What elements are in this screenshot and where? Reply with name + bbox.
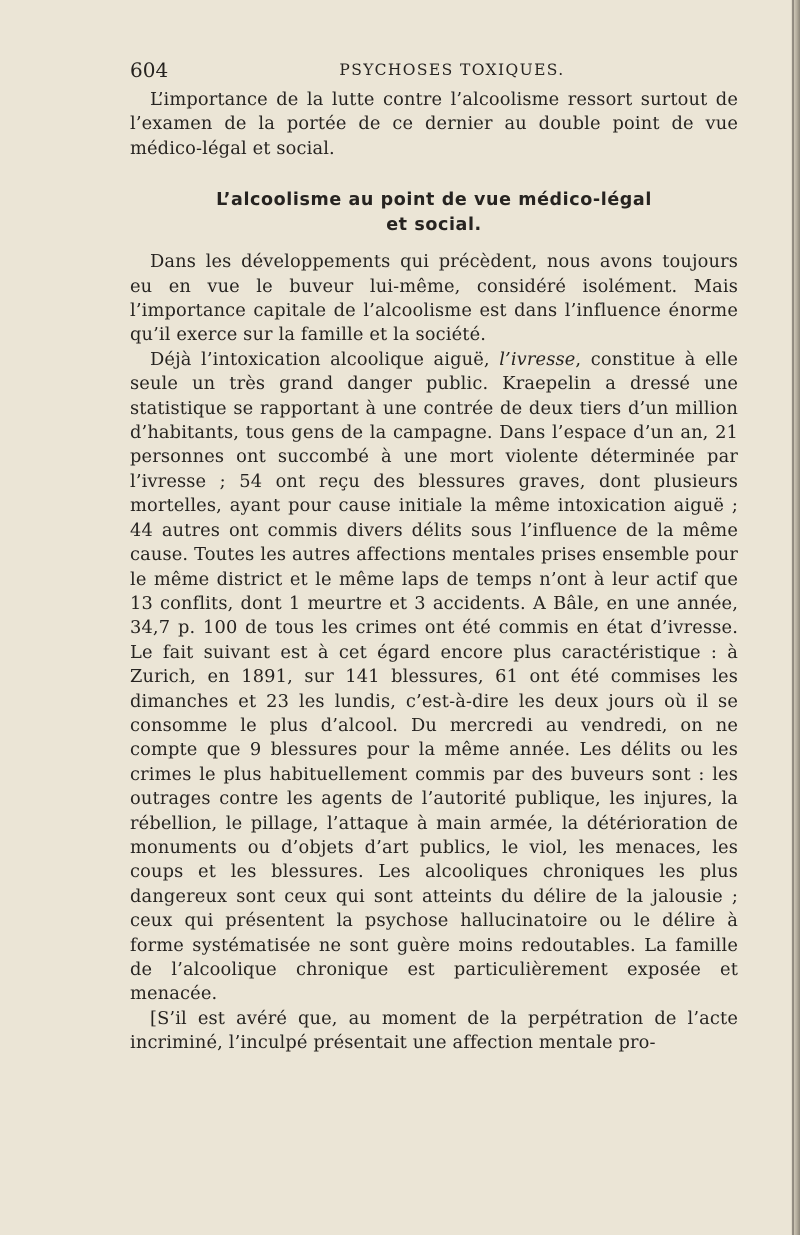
italic-term: l’ivresse — [499, 348, 576, 370]
page-number: 604 — [130, 58, 169, 82]
paragraph-2 — [130, 348, 738, 1007]
section-heading-line-1: L’alcoolisme au point de vue médico-légal — [216, 190, 652, 211]
page-edge — [791, 0, 800, 1235]
paragraph-3: [S’il est avéré que, au moment de la perpétration de l’acte incriminé, l’inculpé présentait une affection mentale pro- — [130, 1007, 738, 1054]
section-heading-line-2: et social. — [386, 215, 482, 236]
book-page — [130, 52, 738, 1056]
paragraph-1: Dans les développements qui précèdent, nous avons toujours eu en vue le buveur lui-même, considéré isolément. Mais l’importance capitale de l’alcoolisme est dans l’influence énorme qu’il exerce sur la famille et la société. — [130, 251, 738, 346]
section-heading — [130, 188, 738, 238]
body-text — [130, 88, 738, 1056]
running-title: PSYCHOSES TOXIQUES. — [339, 61, 565, 79]
running-head — [130, 52, 738, 88]
paragraph-2-start: Déjà l’intoxication alcoolique aiguë, — [150, 348, 500, 370]
paragraph-2-rest: , constitue à elle seule un très grand danger public. Kraepelin a dressé une statistique se rapportant à une contrée de deux tiers d’un million d’habitants, tous gens de la campagne. Dans l’espace d’un an, 21 personnes ont succombé à une mort violente déterminée par l’ivresse ; 54 ont reçu des blessures graves, dont plusieurs mortelles, ayant pour cause initiale la même intoxication aiguë ; 44 autres ont commis divers délits sous l’influence de la même cause. Toutes les autres affections mentales prises ensemble pour le même district et le même laps de temps n’ont à leur actif que 13 conflits, dont 1 meurtre et 3 accidents. A Bâle, en une année, 34,7 p. 100 de tous les crimes ont été commis en état d’ivresse. Le fait suivant est à cet égard encore plus caractéristique : à Zurich, en 1891, sur 141 blessures, 61 ont été commises les dimanches et 23 les lundis, c’est-à-dire les deux jours où il se consomme le plus d’alcool. Du mercredi au vendredi, on ne compte que 9 blessures pour la même année. Les délits ou les crimes le plus habituellement commis par des buveurs sont : les outrages contre les agents de l’autorité publique, les injures, la rébellion, le pillage, l’attaque à main armée, la détérioration de monuments ou d’objets d’art publics, le viol, les menaces, les coups et les blessures. Les alcooliques chroniques les plus dangereux sont ceux qui sont atteints du délire de la jalousie ; ceux qui présentent la psychose hallucinatoire ou le délire à forme systématisée ne sont guère moins redoutables. La famille de l’alcoolique chronique est particulièrement exposée et menacée. — [130, 348, 738, 1005]
intro-paragraph: L’importance de la lutte contre l’alcoolisme ressort surtout de l’examen de la portée de ce dernier au double point de vue médico-légal et social. — [130, 89, 738, 159]
